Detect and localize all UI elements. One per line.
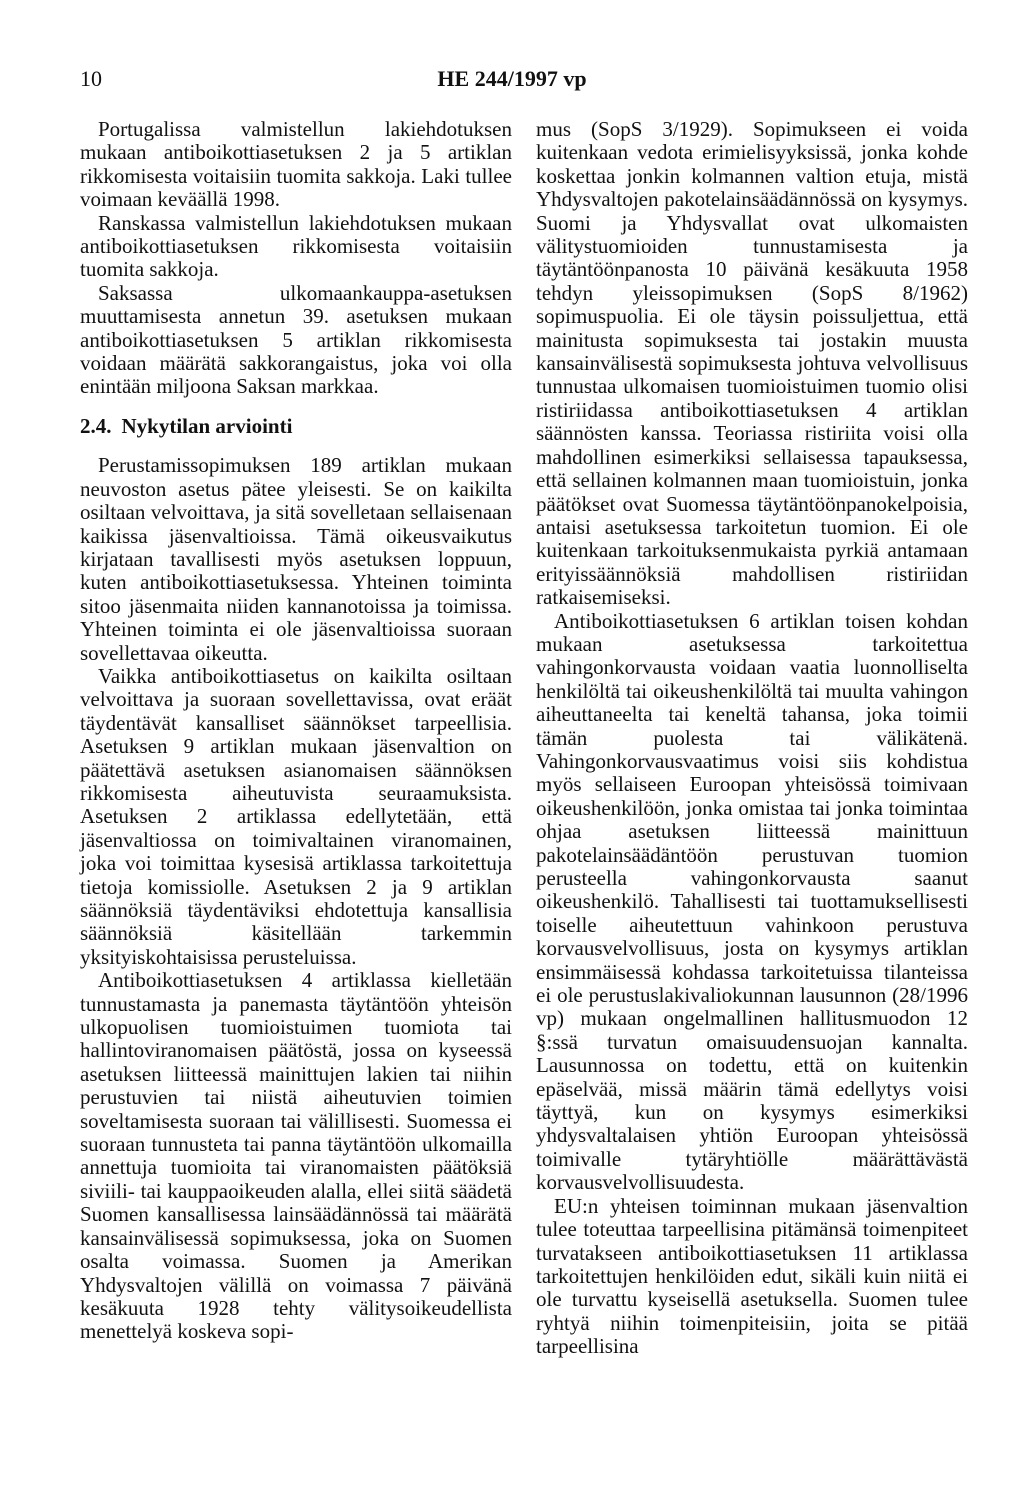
paragraph: Perustamissopimuksen 189 artiklan mukaan neuvoston asetus pätee yleisesti. Se on kaikilta osiltaan velvoittava, ja sitä sovelletaan sellaisenaan kaikissa jäsenvaltioissa. Tämä oikeusvaikutus kirjataan tavallisesti myös asetuksen loppuun, kuten antiboikottiasetuksessa. Yhteinen toiminta sitoo jäsenmaita niiden kannanotoissa ja toimissa. Yhteinen toiminta ei ole jäsenvaltioissa suoraan sovellettavaa oikeutta. [80,453,512,665]
paragraph: mus (SopS 3/1929). Sopimukseen ei voida kuitenkaan vedota erimielisyyksissä, jonka kohde koskettaa jonkin kolmannen valtion etuja, mistä Yhdysvaltojen pakotelainsäädännössä on kysymys. Suomi ja Yhdysvallat ovat ulkomaisten välitystuomioiden tunnustamisesta ja täytäntöönpanosta 10 päivänä kesäkuuta 1958 tehdyn yleissopimuksen (SopS 8/1962) sopimuspuolia. Ei ole täysin poissuljettua, että mainitusta sopimuksesta tai jostakin muusta kansainvälisestä sopimuksesta johtuva velvollisuus tunnustaa ulkomaisen tuomioistuimen tuomio olisi ristiriidassa antiboikottiasetuksen 4 artiklan säännösten kanssa. Teoriassa ristiriita voisi olla mahdollinen esimerkiksi sellaisessa tapauksessa, että sellainen kolmannen maan tuomioistuin, jonka päätökset ovat Suomessa täytäntöönpanokelpoisia, antaisi asetuksessa tarkoitetun tuomion. Ei ole kuitenkaan tarkoituksenmukaista pyrkiä antamaan erityissäännöksiä mahdollisen ristiriidan ratkaisemiseksi. [536,117,968,610]
section-number: 2.4. [80,413,112,438]
section-heading [80,415,512,438]
left-column [80,118,512,1344]
paragraph: EU:n yhteisen toiminnan mukaan jäsenvaltion tulee toteuttaa tarpeellisina pitämänsä toimenpiteet turvatakseen antiboikottiasetuksen 11 artiklassa tarkoitettujen henkilöiden edut, sikäli kuin niitä ei ole turvattu kyseisellä asetuksella. Suomen tulee ryhtyä niihin toimenpiteisiin, joita se pitää tarpeellisina [536,1193,968,1359]
section-title: Nykytilan arviointi [121,413,293,438]
paragraph: Vaikka antiboikottiasetus on kaikilta osiltaan velvoittava ja suoraan sovellettavissa, ovat eräät täydentävät kansalliset säännökset tarpeellisia. Asetuksen 9 artiklan mukaan jäsenvaltion on päätettävä asetuksen asianomaisen säännöksen rikkomisesta aiheutuvista seuraamuksista. Asetuksen 2 artiklassa edellytetään, että jäsenvaltiossa on toimivaltainen viranomainen, joka voi toimittaa kysesisä artiklassa tarkoitettuja tietoja komissiolle. Asetuksen 2 ja 9 artiklan säännöksiä täydentäviksi ehdotettuja kansallisia säännöksiä käsitellään tarkemmin yksityiskohtaisissa perusteluissa. [80,663,512,969]
paragraph: Portugalissa valmistellun lakiehdotuksen mukaan antiboikottiasetuksen 2 ja 5 artiklan rikkomisesta voitaisiin tuomita sakkoja. Laki tullee voimaan keväällä 1998. [80,117,512,212]
right-column [536,118,968,1359]
document-header: HE 244/1997 vp [437,66,587,91]
paragraph: Antiboikottiasetuksen 4 artiklassa kielletään tunnustamasta ja panemasta täytäntöön yhteisön ulkopuolisen tuomioistuimen tuomiota tai hallintoviranomaisen päätöstä, jossa on kyseessä asetuksen liitteessä mainittujen lakien tai niihin perustuvien tai niistä aiheutuvien toimien soveltamisesta suoraan tai välillisesti. Suomessa ei suoraan tunnusteta tai panna täytäntöön ulkomailla annettuja tuomioita tai viranomaisten päätöksiä siviili- tai kauppaoikeuden alalla, ellei siitä säädetä Suomen kansallisessa lainsäädännössä tai määrätä kansainvälisessä sopimuksessa, joka on Suomen osalta voimassa. Suomen ja Amerikan Yhdysvaltojen välillä on voimassa 7 päivänä kesäkuuta 1928 tehty välitysoikeudellista menettelyä koskeva sopi- [80,968,512,1344]
paragraph: Saksassa ulkomaankauppa-asetuksen muuttamisesta annetun 39. asetuksen mukaan antiboikottiasetuksen 5 artiklan rikkomisesta voidaan määrätä sakkorangaistus, joka voi olla enintään miljoona Saksan markkaa. [80,280,512,399]
paragraph: Antiboikottiasetuksen 6 artiklan toisen kohdan mukaan asetuksessa tarkoitettua vahingonkorvausta voidaan vaatia luonnolliselta henkilöltä tai oikeushenkilöltä tai muulta vahingon aiheuttaneelta tai keneltä tahansa, joka toimii tämän puolesta tai välikätenä. Vahingonkorvausvaatimus voisi siis kohdistua myös sellaiseen Euroopan yhteisössä toimivaan oikeushenkilöön, jonka omistaa tai jonka toimintaa ohjaa asetuksen liitteessä mainittuun pakotelainsäädäntöön perustuvan tuomion perusteella vahingonkorvausta saanut oikeushenkilö. Tahallisesti tai tuottamuksellisesti toiselle aiheutettuun vahinkoon perustuva korvausvelvollisuus, josta on kysymys artiklan ensimmäisessä kohdassa tarkoitetuissa tilanteissa ei ole perustuslakivaliokunnan lausunnon (28/1996 vp) mukaan ongelmallinen hallitusmuodon 12 §:ssä turvatun omaisuudensuojan kannalta. Lausunnossa on todettu, että on kuitenkin epäselvää, missä määrin tämä edellytys voisi täyttyä, kun on kysymys esimerkiksi yhdysvaltalaisen yhtiön Euroopan yhteisössä toimivalle tytäryhtiölle määrättävästä korvausvelvollisuudesta. [536,608,968,1195]
page-number: 10 [80,66,102,91]
paragraph: Ranskassa valmistellun lakiehdotuksen mukaan antiboikottiasetuksen rikkomisesta voitaisiin tuomita sakkoja. [80,210,512,282]
